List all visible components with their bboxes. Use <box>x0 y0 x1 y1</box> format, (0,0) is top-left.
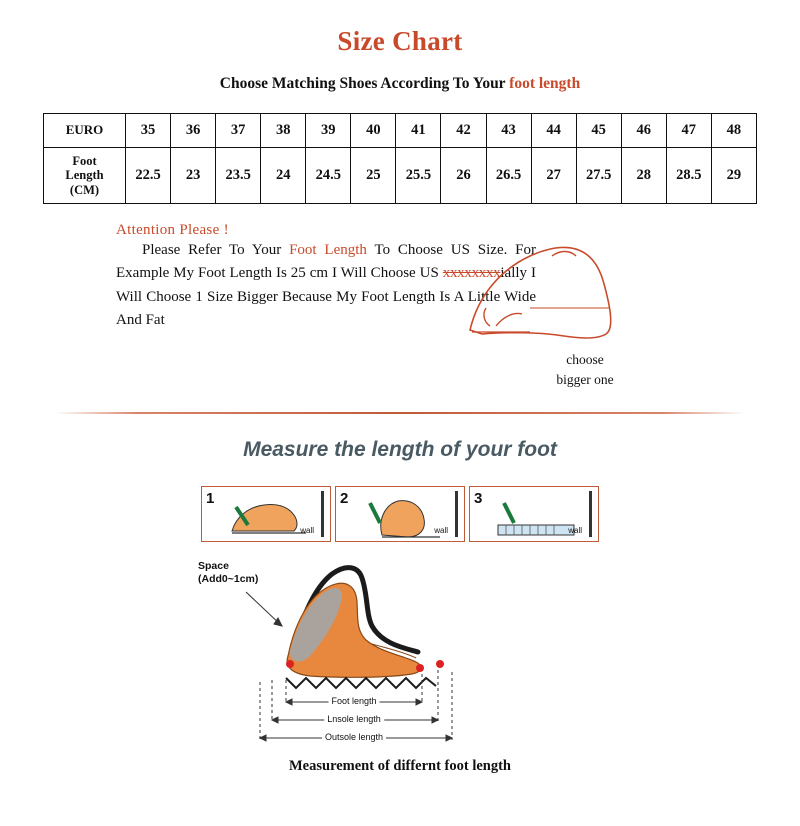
dim-label-insole-length: Lnsole length <box>324 714 384 724</box>
foot-cm-cell: 28.5 <box>666 148 711 204</box>
step-card <box>201 486 331 542</box>
foot-cm-cell: 24 <box>261 148 306 204</box>
euro-cell: 44 <box>531 114 576 148</box>
step-number: 3 <box>474 490 483 507</box>
foot-measure-diagram <box>190 552 610 752</box>
attention-line2: US Size. For Example My Foot Length Is 25 cm I <box>116 242 537 282</box>
attention-line3-b: ially I Will Choose 1 Size <box>116 265 537 305</box>
foot-outline-icon <box>460 230 660 350</box>
euro-cell: 45 <box>576 114 621 148</box>
size-chart-page <box>0 26 800 826</box>
space-label-line1: Space <box>198 560 229 572</box>
step-wall-label: wall <box>434 526 448 535</box>
wall-bar <box>589 491 592 537</box>
euro-cell: 42 <box>441 114 486 148</box>
step-number: 2 <box>340 490 349 507</box>
page-subtitle <box>0 75 800 93</box>
step-wall-label: wall <box>300 526 314 535</box>
foot-cm-cell: 26 <box>441 148 486 204</box>
attention-line5: And Fat <box>116 311 165 328</box>
section-divider <box>55 412 745 414</box>
foot-cm-cell: 23.5 <box>216 148 261 204</box>
attention-section <box>0 222 800 398</box>
size-table <box>43 113 757 204</box>
row-label-line3: (CM) <box>69 182 100 197</box>
attention-line3-a: Will Choose US <box>340 265 443 282</box>
euro-cell: 40 <box>351 114 396 148</box>
euro-cell: 46 <box>621 114 666 148</box>
subtitle-highlight: foot length <box>509 75 581 92</box>
euro-cell: 37 <box>216 114 261 148</box>
space-label-line2: (Add0~1cm) <box>198 573 259 586</box>
euro-cell: 41 <box>396 114 441 148</box>
euro-cell: 36 <box>171 114 216 148</box>
page-title: Size Chart <box>337 26 463 56</box>
table-row-foot-length <box>44 148 757 204</box>
attention-line3-strikethrough: xxxxxxxx <box>442 265 501 282</box>
row-label-foot-length <box>44 148 126 204</box>
measure-heading: Measure the length of your foot <box>243 438 557 461</box>
step-card <box>469 486 599 542</box>
foot-cm-cell: 22.5 <box>126 148 171 204</box>
row-label-line2: Length <box>65 168 104 183</box>
foot-cm-cell: 27.5 <box>576 148 621 204</box>
row-label-line1: Foot <box>72 153 97 168</box>
euro-cell: 47 <box>666 114 711 148</box>
wall-bar <box>321 491 324 537</box>
wall-bar <box>455 491 458 537</box>
foot-cm-cell: 23 <box>171 148 216 204</box>
foot-cm-cell: 29 <box>711 148 756 204</box>
attention-heading: Attention Please ! <box>116 222 229 238</box>
attention-line1-highlight: Foot Length <box>289 242 367 258</box>
measure-steps <box>0 486 800 542</box>
step-wall-label: wall <box>568 526 582 535</box>
attention-line4: Bigger Because My Foot Length Is A Little Wide <box>237 288 536 305</box>
foot-cm-cell: 25.5 <box>396 148 441 204</box>
row-label-euro: EURO <box>44 114 126 148</box>
choose-bigger-note <box>510 350 660 389</box>
step-number: 1 <box>206 490 215 507</box>
euro-cell: 38 <box>261 114 306 148</box>
foot-cm-cell: 28 <box>621 148 666 204</box>
diagram-caption: Measurement of differnt foot length <box>288 758 512 774</box>
step-card <box>335 486 465 542</box>
foot-cm-cell: 27 <box>531 148 576 204</box>
subtitle-prefix: Choose Matching Shoes According To Your <box>219 75 510 92</box>
choose-note-line2: bigger one <box>556 371 614 387</box>
foot-cm-cell: 26.5 <box>486 148 531 204</box>
foot-cm-cell: 25 <box>351 148 396 204</box>
space-label <box>198 560 258 586</box>
table-row-euro <box>44 114 757 148</box>
euro-cell: 35 <box>126 114 171 148</box>
attention-line1-a: Please Refer To Your <box>142 242 290 258</box>
euro-cell: 39 <box>306 114 351 148</box>
dim-label-foot-length: Foot length <box>328 696 379 706</box>
choose-note-line1: choose <box>566 352 604 367</box>
dim-label-outsole-length: Outsole length <box>322 732 386 742</box>
foot-cm-cell: 24.5 <box>306 148 351 204</box>
attention-line1-c: To Choose <box>366 242 443 258</box>
euro-cell: 43 <box>486 114 531 148</box>
euro-cell: 48 <box>711 114 756 148</box>
